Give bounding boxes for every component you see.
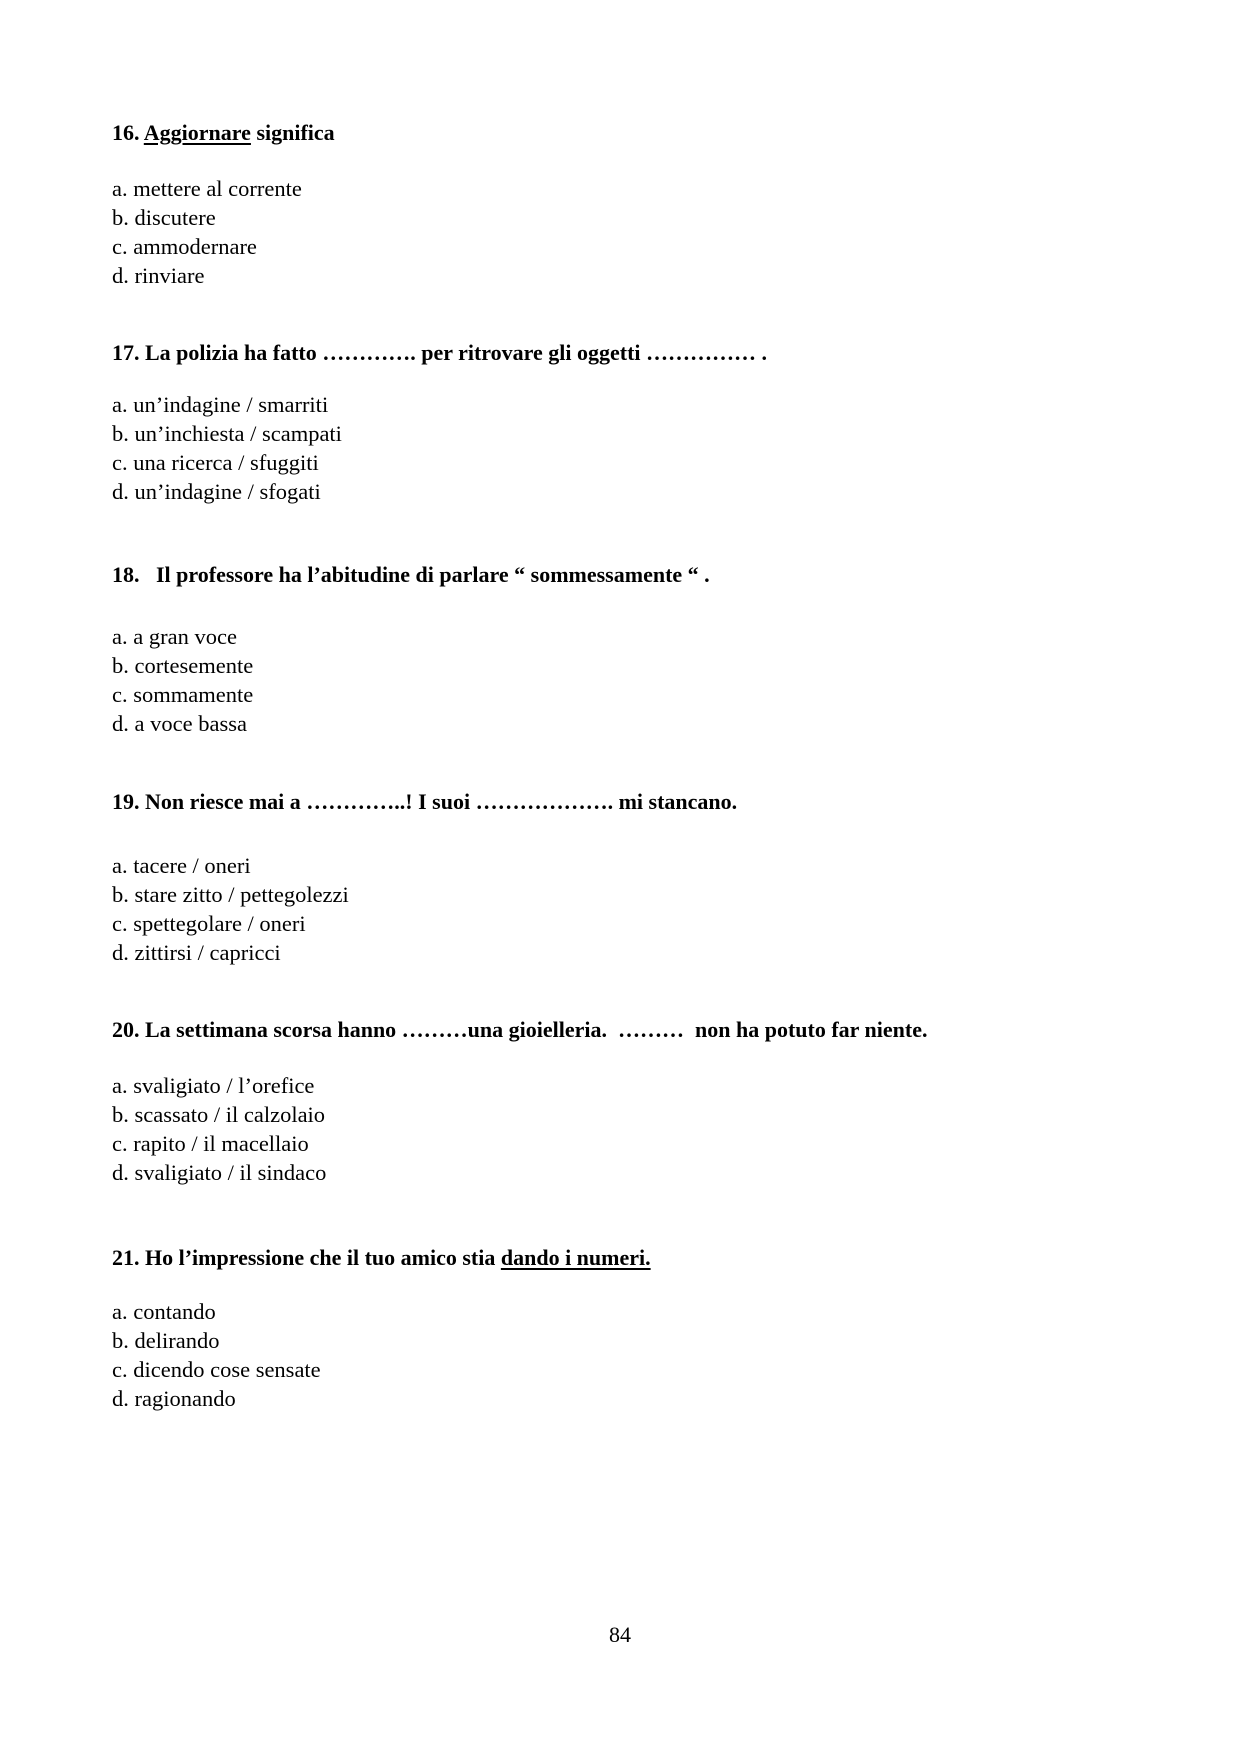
question-title [112,562,1152,588]
answer-options [112,390,1152,506]
question-title [112,1245,1152,1271]
question-number: 19. [112,789,145,814]
question-18 [112,562,1152,738]
question-21 [112,1245,1152,1413]
option-d: d. un’indagine / sfogati [112,479,321,504]
question-number: 16. [112,120,144,145]
question-title [112,789,1152,815]
option-a: a. a gran voce [112,624,237,649]
answer-options [112,622,1152,738]
option-b: b. scassato / il calzolaio [112,1102,326,1127]
question-17 [112,340,1152,506]
option-d: d. a voce bassa [112,711,247,736]
option-b: b. cortesemente [112,653,254,678]
underlined-term: dando i numeri. [500,1245,651,1270]
option-a: a. contando [112,1299,216,1324]
answer-options [112,1071,1152,1187]
question-16 [112,120,1152,290]
question-title [112,1017,1152,1043]
question-text: Ho l’impressione che il tuo amico stia [145,1245,501,1270]
option-b: b. delirando [112,1328,220,1353]
option-c: c. sommamente [112,682,254,707]
question-number: 20. [112,1017,145,1042]
question-text: Non riesce mai a …………..! I suoi ………………. mi stancano. [145,789,738,814]
question-19 [112,789,1152,967]
question-text: Il professore ha l’abitudine di parlare “ sommessamente “ . [156,562,710,587]
question-text: La polizia ha fatto …………. per ritrovare gli oggetti …………… . [145,340,768,365]
option-d: d. ragionando [112,1386,236,1411]
option-c: c. una ricerca / sfuggiti [112,450,319,475]
option-c: c. rapito / il macellaio [112,1131,309,1156]
option-a: a. un’indagine / smarriti [112,392,329,417]
answer-options [112,174,1152,290]
option-b: b. stare zitto / pettegolezzi [112,882,349,907]
option-a: a. svaligiato / l’orefice [112,1073,315,1098]
underlined-term: Aggiornare [143,120,251,145]
option-c: c. spettegolare / oneri [112,911,306,936]
option-a: a. mettere al corrente [112,176,302,201]
answer-options [112,851,1152,967]
question-text: significa [250,120,335,145]
question-title [112,120,1152,146]
option-d: d. zittirsi / capricci [112,940,281,965]
question-20 [112,1017,1152,1187]
question-text: La settimana scorsa hanno ………una gioielleria. ……… non ha potuto far niente. [145,1017,928,1042]
option-b: b. discutere [112,205,216,230]
option-d: d. rinviare [112,263,205,288]
question-title [112,340,1152,366]
option-c: c. dicendo cose sensate [112,1357,321,1382]
answer-options [112,1297,1152,1413]
option-a: a. tacere / oneri [112,853,251,878]
page-number: 84 [609,1622,631,1647]
option-c: c. ammodernare [112,234,257,259]
option-b: b. un’inchiesta / scampati [112,421,342,446]
option-d: d. svaligiato / il sindaco [112,1160,327,1185]
question-number: 17. [112,340,145,365]
question-number: 18. [112,562,156,587]
question-number: 21. [112,1245,145,1270]
